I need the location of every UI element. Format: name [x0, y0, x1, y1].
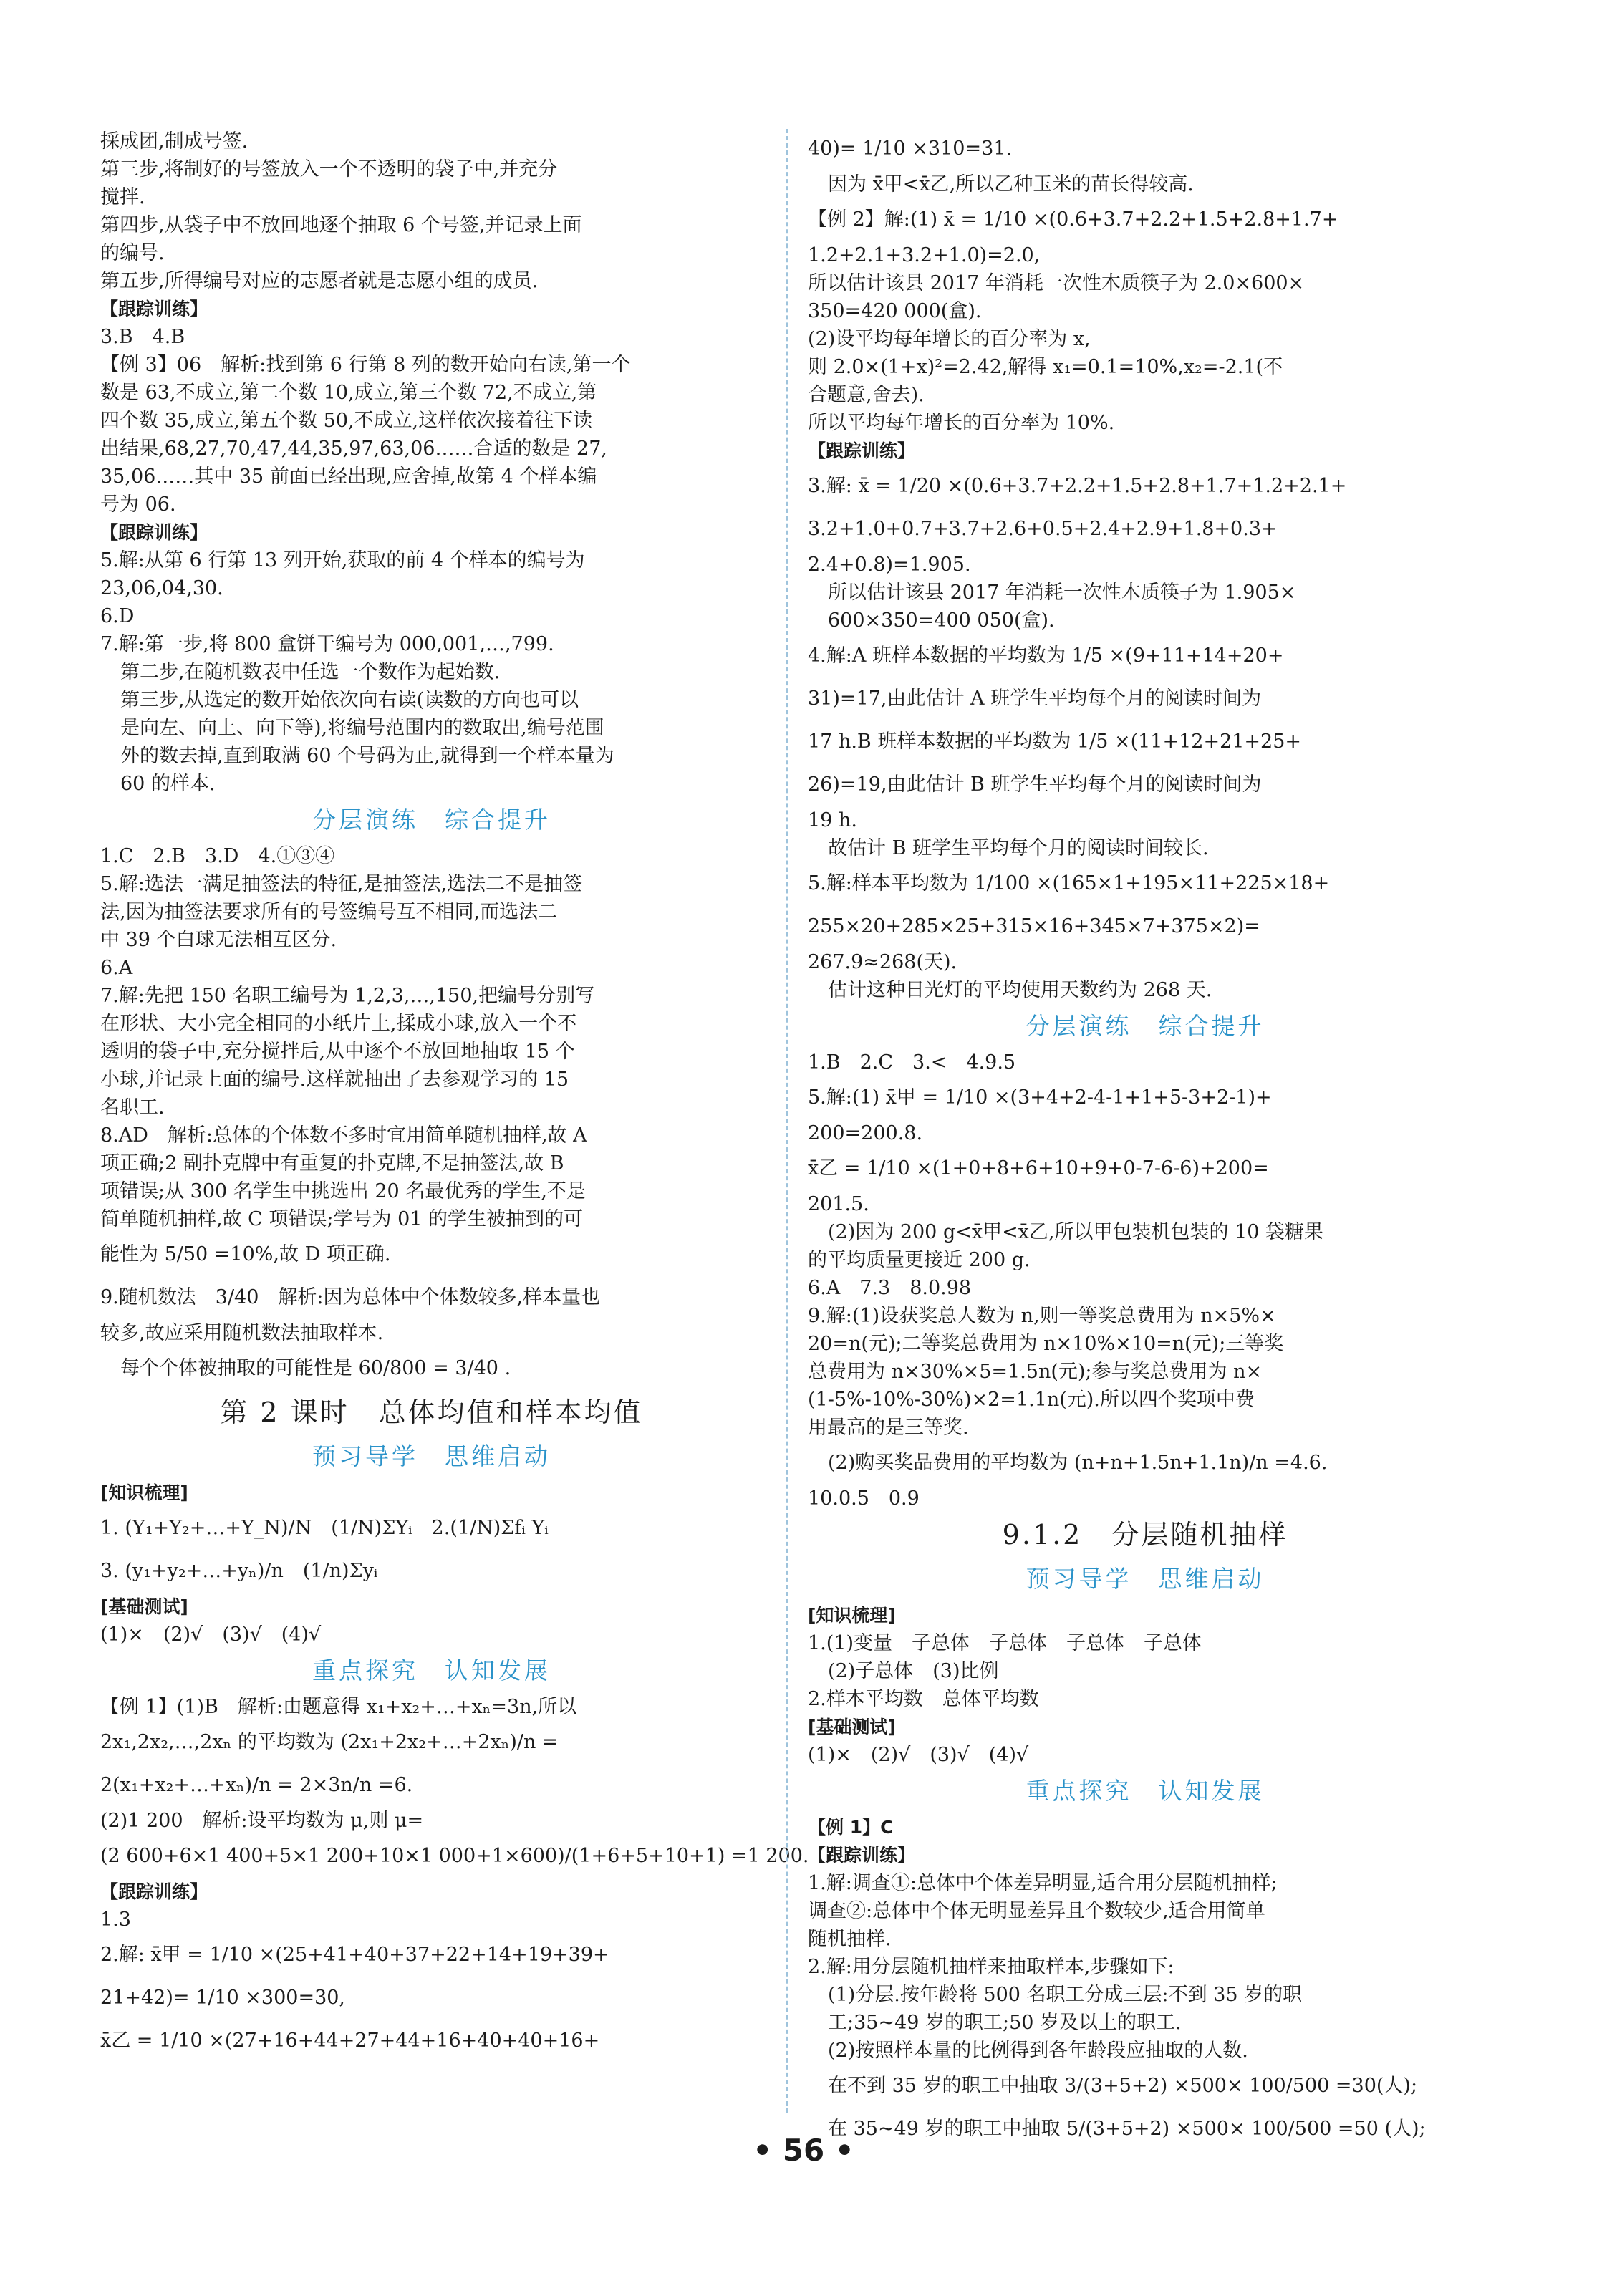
left-text-line: 35,06……其中 35 前面已经出现,应舍掉,故第 4 个样本编	[100, 466, 597, 488]
left-text-line: 搅拌.	[100, 186, 145, 208]
right-text-line: 9.解:(1)设获奖总人数为 n,则一等奖总费用为 n×5%×	[808, 1305, 1276, 1327]
column-divider	[786, 129, 788, 2113]
left-text-line: 的编号.	[100, 242, 165, 264]
left-text-line: 8.AD 解析:总体的个体数不多时宜用简单随机抽样,故 A	[100, 1124, 587, 1147]
page-number: • 56 •	[753, 2133, 854, 2168]
left-text-line: 2x₁,2x₂,…,2xₙ 的平均数为 (2x₁+2x₂+…+2xₙ)/n =	[100, 1731, 559, 1753]
right-text-line: 20=n(元);二等奖总费用为 n×10%×10=n(元);三等奖	[808, 1333, 1284, 1355]
left-section-heading: 分层演练 综合提升	[312, 806, 551, 834]
right-label: [基础测试]	[808, 1717, 896, 1737]
left-text-line: 号为 06.	[100, 493, 176, 516]
left-column	[100, 127, 809, 2063]
right-text-line: (2)因为 200 g<x̄甲<x̄乙,所以甲包装机包装的 10 袋糖果	[828, 1221, 1324, 1243]
left-text-line: 透明的袋子中,充分搅拌后,从中逐个不放回地抽取 15 个	[100, 1041, 575, 1063]
right-text-line: (2)子总体 (3)比例	[828, 1660, 999, 1682]
right-text-line: x̄乙 = 1/10 ×(1+0+8+6+10+9+0-7-6-6)+200=	[808, 1157, 1269, 1180]
left-text-line: 【例 3】06 解析:找到第 6 行第 8 列的数开始向右读,第一个	[100, 354, 631, 376]
right-text-line: 故估计 B 班学生平均每个月的阅读时间较长.	[828, 837, 1209, 859]
right-text-line: 总费用为 n×30%×5=1.5n(元);参与奖总费用为 n×	[808, 1361, 1263, 1383]
right-text-line: 6.A 7.3 8.0.98	[808, 1277, 972, 1299]
left-text-line: 9.随机数法 3/40 解析:因为总体中个体数较多,样本量也	[100, 1286, 601, 1308]
right-text-line: 600×350=400 050(盒).	[828, 609, 1055, 632]
left-text-line: 四个数 35,成立,第五个数 50,不成立,这样依次接着往下读	[100, 410, 593, 432]
left-section-heading: 预习导学 思维启动	[312, 1442, 551, 1470]
left-text-line: 出结果,68,27,70,47,44,35,97,63,06……合适的数是 27,	[100, 438, 607, 460]
left-text-line: 第三步,将制好的号签放入一个不透明的袋子中,并充分	[100, 158, 558, 180]
right-label: 【跟踪训练】	[808, 1845, 916, 1866]
right-text-line: 合题意,舍去).	[808, 384, 925, 406]
left-text-line: 採成团,制成号签.	[100, 130, 248, 153]
left-text-line: 【例 1】(1)B 解析:由题意得 x₁+x₂+…+xₙ=3n,所以	[100, 1696, 577, 1718]
left-text-line: 在形状、大小完全相同的小纸片上,揉成小球,放入一个不	[100, 1013, 577, 1035]
left-text-line: 每个个体被抽取的可能性是 60/800 = 3/40 .	[120, 1357, 511, 1379]
left-text-line: 数是 63,不成立,第二个数 10,成立,第三个数 72,不成立,第	[100, 382, 597, 404]
right-text-line: 估计这种日光灯的平均使用天数约为 268 天.	[828, 979, 1212, 1001]
left-section-heading: 重点探究 认知发展	[312, 1656, 551, 1684]
right-text-line: (2)购买奖品费用的平均数为 (n+n+1.5n+1.1n)/n =4.6.	[828, 1452, 1328, 1474]
left-text-line: 60 的样本.	[120, 773, 216, 795]
right-text-line: 5.解:样本平均数为 1/100 ×(165×1+195×11+225×18+	[808, 872, 1330, 894]
right-text-line: 所以估计该县 2017 年消耗一次性木质筷子为 1.905×	[828, 582, 1296, 604]
left-label: [基础测试]	[100, 1596, 188, 1617]
left-text-line: 5.解:选法一满足抽签法的特征,是抽签法,选法二不是抽签	[100, 873, 583, 895]
right-text-line: 201.5.	[808, 1193, 869, 1215]
right-text-line: 200=200.8.	[808, 1122, 923, 1144]
left-text-line: 中 39 个白球无法相互区分.	[100, 929, 337, 951]
left-text-line: 6.D	[100, 605, 135, 627]
left-text-line: 第二步,在随机数表中任选一个数作为起始数.	[120, 661, 501, 683]
right-text-line: 因为 x̄甲<x̄乙,所以乙种玉米的苗长得较高.	[828, 173, 1194, 196]
left-lesson-title: 第 2 课时 总体均值和样本均值	[220, 1397, 643, 1428]
right-text-line: 调查②:总体中个体无明显差异且个数较少,适合用简单	[808, 1900, 1265, 1922]
right-text-line: 【例 2】解:(1) x̄ = 1/10 ×(0.6+3.7+2.2+1.5+2.8+1.7+	[808, 208, 1338, 231]
right-column	[808, 127, 1482, 2151]
left-text-line: 5.解:从第 6 行第 13 列开始,获取的前 4 个样本的编号为	[100, 549, 585, 571]
left-text-line: 能性为 5/50 =10%,故 D 项正确.	[100, 1243, 391, 1265]
right-section-heading: 分层演练 综合提升	[1026, 1012, 1265, 1040]
left-text-line: 1.3	[100, 1909, 131, 1931]
left-text-line: 1. (Y₁+Y₂+…+Y_N)/N (1/N)ΣYᵢ 2.(1/N)Σfᵢ Yᵢ	[100, 1517, 549, 1539]
right-lesson-title: 9.1.2 分层随机抽样	[1002, 1519, 1288, 1550]
right-text-line: (2)设平均每年增长的百分率为 x,	[808, 328, 1091, 350]
left-text-line: x̄乙 = 1/10 ×(27+16+44+27+44+16+40+40+16+	[100, 2030, 600, 2052]
left-label: 【跟踪训练】	[100, 522, 208, 543]
right-label: 【例 1】C	[808, 1817, 894, 1838]
right-text-line: (2)按照样本量的比例得到各年龄段应抽取的人数.	[828, 2040, 1248, 2062]
right-text-line: 2.样本平均数 总体平均数	[808, 1688, 1039, 1710]
left-text-line: 2(x₁+x₂+…+xₙ)/n = 2×3n/n =6.	[100, 1774, 413, 1796]
right-text-line: 用最高的是三等奖.	[808, 1417, 969, 1439]
left-text-line: 7.解:第一步,将 800 盒饼干编号为 000,001,…,799.	[100, 633, 554, 655]
right-text-line: 在 35~49 岁的职工中抽取 5/(3+5+2) ×500× 100/500 =50 (人);	[828, 2118, 1426, 2140]
left-text-line: 7.解:先把 150 名职工编号为 1,2,3,…,150,把编号分别写	[100, 985, 595, 1007]
left-text-line: 第四步,从袋子中不放回地逐个抽取 6 个号签,并记录上面	[100, 214, 582, 236]
left-text-line: (2 600+6×1 400+5×1 200+10×1 000+1×600)/(1+6+5+10+1) =1 200.	[100, 1845, 809, 1867]
left-text-line: 是向左、向上、向下等),将编号范围内的数取出,编号范围	[120, 717, 604, 739]
right-text-line: 17 h.B 班样本数据的平均数为 1/5 ×(11+12+21+25+	[808, 730, 1302, 753]
left-text-line: 第五步,所得编号对应的志愿者就是志愿小组的成员.	[100, 270, 539, 292]
left-text-line: 较多,故应采用随机数法抽取样本.	[100, 1322, 384, 1344]
left-text-line: 1.C 2.B 3.D 4.①③④	[100, 845, 335, 867]
right-text-line: 10.0.5 0.9	[808, 1487, 920, 1510]
right-label: [知识梳理]	[808, 1605, 896, 1626]
right-text-line: 5.解:(1) x̄甲 = 1/10 ×(3+4+2-4-1+1+5-3+2-1)+	[808, 1086, 1272, 1109]
right-text-line: 1.2+2.1+3.2+1.0)=2.0,	[808, 244, 1041, 266]
right-text-line: 2.解:用分层随机抽样来抽取样本,步骤如下:	[808, 1956, 1174, 1978]
right-text-line: 350=420 000(盒).	[808, 300, 982, 322]
right-text-line: 工;35~49 岁的职工;50 岁及以上的职工.	[828, 2012, 1182, 2034]
right-text-line: 随机抽样.	[808, 1928, 892, 1950]
left-text-line: 6.A	[100, 957, 133, 979]
right-text-line: 1.B 2.C 3.< 4.9.5	[808, 1051, 1016, 1074]
left-text-line: (2)1 200 解析:设平均数为 μ,则 μ=	[100, 1810, 424, 1832]
left-label: [知识梳理]	[100, 1482, 188, 1503]
right-text-line: 所以平均每年增长的百分率为 10%.	[808, 412, 1115, 434]
right-section-heading: 预习导学 思维启动	[1026, 1565, 1265, 1593]
left-text-line: 2.解: x̄甲 = 1/10 ×(25+41+40+37+22+14+19+39+	[100, 1944, 609, 1966]
left-text-line: 项错误;从 300 名学生中挑选出 20 名最优秀的学生,不是	[100, 1180, 586, 1202]
left-text-line: 外的数去掉,直到取满 60 个号码为止,就得到一个样本量为	[120, 745, 614, 767]
left-text-line: 3. (y₁+y₂+…+yₙ)/n (1/n)Σyᵢ	[100, 1560, 378, 1582]
right-text-line: 4.解:A 班样本数据的平均数为 1/5 ×(9+11+14+20+	[808, 645, 1284, 667]
right-text-line: (1-5%-10%-30%)×2=1.1n(元).所以四个奖项中费	[808, 1389, 1255, 1411]
left-text-line: (1)× (2)√ (3)√ (4)√	[100, 1624, 322, 1646]
left-text-line: 名职工.	[100, 1096, 165, 1119]
left-label: 【跟踪训练】	[100, 299, 208, 319]
right-text-line: (1)分层.按年龄将 500 名职工分成三层:不到 35 岁的职	[828, 1984, 1303, 2006]
right-label: 【跟踪训练】	[808, 440, 916, 461]
right-text-line: 的平均质量更接近 200 g.	[808, 1249, 1031, 1271]
left-text-line: 小球,并记录上面的编号.这样就抽出了去参观学习的 15	[100, 1069, 569, 1091]
left-text-line: 3.B 4.B	[100, 326, 185, 348]
right-text-line: 40)= 1/10 ×310=31.	[808, 138, 1013, 160]
right-section-heading: 重点探究 认知发展	[1026, 1777, 1265, 1805]
right-text-line: 26)=19,由此估计 B 班学生平均每个月的阅读时间为	[808, 773, 1262, 796]
right-text-line: 在不到 35 岁的职工中抽取 3/(3+5+2) ×500× 100/500 =30(人);	[828, 2075, 1418, 2097]
right-text-line: 1.(1)变量 子总体 子总体 子总体 子总体	[808, 1632, 1202, 1654]
right-text-line: (1)× (2)√ (3)√ (4)√	[808, 1744, 1029, 1766]
right-text-line: 则 2.0×(1+x)²=2.42,解得 x₁=0.1=10%,x₂=-2.1(不	[808, 356, 1283, 378]
right-text-line: 267.9≈268(天).	[808, 951, 957, 973]
left-label: 【跟踪训练】	[100, 1881, 208, 1902]
left-text-line: 简单随机抽样,故 C 项错误;学号为 01 的学生被抽到的可	[100, 1208, 584, 1230]
left-text-line: 法,因为抽签法要求所有的号签编号互不相同,而选法二	[100, 901, 558, 923]
right-text-line: 31)=17,由此估计 A 班学生平均每个月的阅读时间为	[808, 688, 1262, 710]
left-text-line: 21+42)= 1/10 ×300=30,	[100, 1987, 346, 2009]
right-text-line: 所以估计该县 2017 年消耗一次性木质筷子为 2.0×600×	[808, 272, 1305, 294]
right-text-line: 2.4+0.8)=1.905.	[808, 554, 971, 576]
right-text-line: 19 h.	[808, 809, 857, 831]
left-text-line: 第三步,从选定的数开始依次向右读(读数的方向也可以	[120, 689, 579, 711]
right-text-line: 255×20+285×25+315×16+345×7+375×2)=	[808, 915, 1260, 937]
left-text-line: 23,06,04,30.	[100, 577, 223, 599]
left-text-line: 项正确;2 副扑克牌中有重复的扑克牌,不是抽签法,故 B	[100, 1152, 564, 1174]
right-text-line: 1.解:调查①:总体中个体差异明显,适合用分层随机抽样;	[808, 1872, 1278, 1894]
right-text-line: 3.解: x̄ = 1/20 ×(0.6+3.7+2.2+1.5+2.8+1.7+1.2+2.1+	[808, 475, 1347, 497]
right-text-line: 3.2+1.0+0.7+3.7+2.6+0.5+2.4+2.9+1.8+0.3+	[808, 518, 1278, 540]
